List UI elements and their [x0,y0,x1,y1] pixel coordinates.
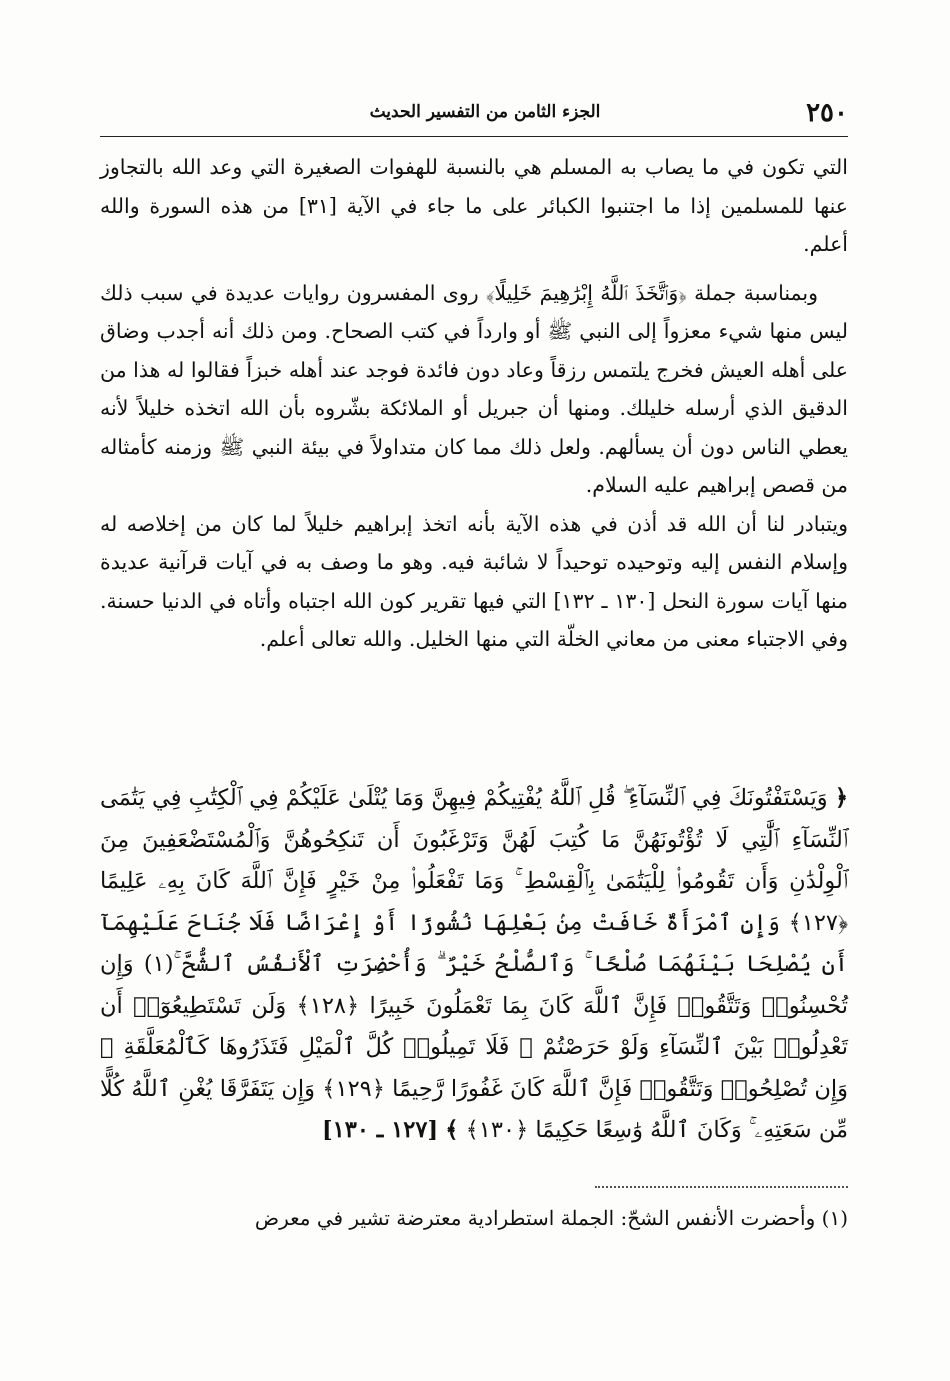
verse-range: [١٢٧ ـ ١٣٠] [322,1117,439,1143]
paragraph: وبمناسبة جملة ﴿وَٱتَّخَذَ ٱللَّهُ إِبْرَٰهِيمَ خَلِيلًا﴾ روى المفسرون روايات عديدة في سبب ذلك ليس منها شيء معزواً إلى النبي ﷺ أو وارداً في كتب الصحاح. ومن ذلك أنه أجدب وضاق على أهله العيش فخرج يلتمس رزقاً وعاد دون فائدة فوجد عند أهله خبزاً فقالوا له هذا من الدقيق الذي أرسله خليلك. ومنها أن جبريل أو الملائكة بشّروه بأن الله اتخذه خليلاً لأنه يعطي الناس دون أن يسألهم. ولعل ذلك مما كان متداولاً في بيئة النبي ﷺ وزمنه كأمثاله من قصص إبراهيم عليه السلام. [100,280,848,497]
footnote-separator [595,1186,848,1188]
quran-verses [100,778,848,1152]
page-header [100,96,848,137]
verse-open-bracket: ﴿ [834,785,848,811]
commentary-text [100,148,848,659]
page-number: ٢٥٠ [806,98,848,128]
verse-close-bracket: ﴾ [445,1117,459,1143]
footnote: (١) وأحضرت الأنفس الشحّ: الجملة استطرادية معترضة تشير في معرض [254,1206,848,1230]
paragraph: التي تكون في ما يصاب به المسلم هي بالنسبة للهفوات الصغيرة التي وعد الله بالتجاوز عنها للمسلمين إذا ما اجتنبوا الكبائر على ما جاء في الآية [٣١] من هذه السورة والله أعلم. [100,155,848,256]
paragraph: ويتبادر لنا أن الله قد أذن في هذه الآية بأنه اتخذ إبراهيم خليلاً لما كان من إخلاصه له وإسلام النفس إليه وتوحيده توحيداً لا شائبة فيه. وهو ما وصف به في آيات قرآنية عديدة منها آيات سورة النحل [١٣٠ ـ ١٣٢] التي فيها تقرير كون الله اجتباه وأتاه في الدنيا حسنة. وفي الاجتباء معنى من معاني الخلّة التي منها الخليل. والله تعالى أعلم. [100,511,848,651]
running-title: الجزء الثامن من التفسير الحديث [369,102,601,122]
verse-text: وَيَسْتَفْتُونَكَ فِي ٱلنِّسَآءِ ۖ قُلِ ٱللَّهُ يُفْتِيكُمْ فِيهِنَّ وَمَا يُتْلَىٰ عَلَيْكُمْ فِي ٱلْكِتَٰبِ فِي يَتَٰمَى ٱلنِّسَآءِ ٱلَّٰتِي لَا تُؤْتُونَهُنَّ مَا كُتِبَ لَهُنَّ وَتَرْغَبُونَ أَن تَنكِحُوهُنَّ وَٱلْمُسْتَضْعَفِينَ مِنَ ٱلْوِلْدَٰنِ وَأَن تَقُومُوا۟ لِلْيَتَٰمَىٰ بِٱلْقِسْطِ ۚ وَمَا تَفْعَلُوا۟ مِنْ خَيْرٍ فَإِنَّ ٱللَّهَ كَانَ بِهِۦ عَلِيمًا ﴿١٢٧﴾ وَإِنِ ٱمْرَأَةٌ خَافَتْ مِنۢ بَعْلِهَا نُشُوزًا أَوْ إِعْرَاضًا فَلَا جُنَاحَ عَلَيْهِمَآ أَن يُصْلِحَا بَيْنَهُمَا صُلْحًا ۚ وَٱلصُّلْحُ خَيْرٌ ۗ وَأُحْضِرَتِ ٱلْأَنفُسُ ٱلشُّحَّ ۚ(١) وَإِن تُحْسِنُوا۟ وَتَتَّقُوا۟ فَإِنَّ ٱللَّهَ كَانَ بِمَا تَعْمَلُونَ خَبِيرًا ﴿١٢٨﴾ وَلَن تَسْتَطِيعُوٓا۟ أَن تَعْدِلُوا۟ بَيْنَ ٱلنِّسَآءِ وَلَوْ حَرَصْتُمْ ۖ فَلَا تَمِيلُوا۟ كُلَّ ٱلْمَيْلِ فَتَذَرُوهَا كَٱلْمُعَلَّقَةِ ۚ وَإِن تُصْلِحُوا۟ وَتَتَّقُوا۟ فَإِنَّ ٱللَّهَ كَانَ غَفُورًا رَّحِيمًا ﴿١٢٩﴾ وَإِن يَتَفَرَّقَا يُغْنِ ٱللَّهُ كُلًّا مِّن سَعَتِهِۦ ۚ وَكَانَ ٱللَّهُ وَٰسِعًا حَكِيمًا ﴿١٣٠﴾ [100,785,848,1143]
